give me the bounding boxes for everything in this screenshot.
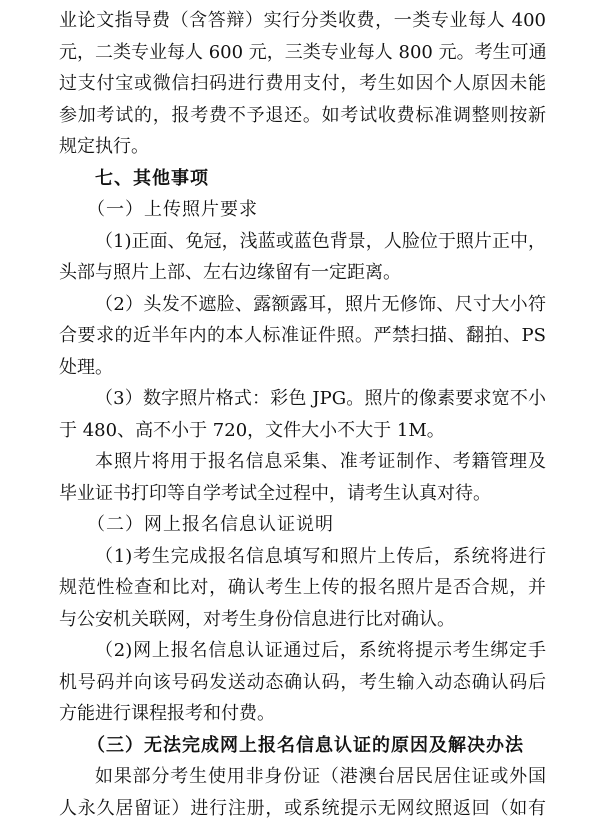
subsection-heading: （一）上传照片要求	[87, 199, 258, 220]
body-line: （3）数字照片格式：彩色 JPG。照片的像素要求宽不小	[95, 388, 546, 409]
body-line: （2)网上报名信息认证通过后，系统将提示考生绑定手	[95, 640, 546, 661]
subsection-heading: （三）无法完成网上报名信息认证的原因及解决办法	[87, 734, 524, 756]
body-line: 合要求的近半年内的本人标准证件照。严禁扫描、翻拍、PS	[59, 325, 546, 346]
body-line: 于 480、高不小于 720，文件大小不大于 1M。	[59, 419, 445, 441]
body-line: 方能进行课程报考和付费。	[59, 703, 275, 724]
body-line: 头部与照片上部、左右边缘留有一定距离。	[59, 262, 401, 283]
body-line: 机号码并向该号码发送动态确认码，考生输入动态确认码后	[59, 671, 546, 693]
body-line: 参加考试的，报考费不予退还。如考试收费标准调整则按新	[59, 104, 546, 126]
body-line: 过支付宝或微信扫码进行费用支付，考生如因个人原因未能	[59, 73, 546, 94]
subsection-heading: （二）网上报名信息认证说明	[87, 514, 334, 535]
body-line: （1)考生完成报名信息填写和照片上传后，系统将进行	[95, 545, 546, 567]
body-line: 规定执行。	[59, 136, 149, 157]
body-line: 规范性检查和比对，确认考生上传的报名照片是否合规，并	[59, 577, 546, 598]
body-line: 如果部分考生使用非身份证（港澳台居民居住证或外国	[95, 766, 546, 787]
body-line: 人永久居留证）进行注册，或系统提示无网纹照返回（如有	[59, 797, 546, 819]
body-line: 元，二类专业每人 600 元，三类专业每人 800 元。考生可通	[59, 41, 547, 63]
section-heading: 七、其他事项	[95, 167, 209, 189]
body-line: （2）头发不遮脸、露额露耳，照片无修饰、尺寸大小符	[95, 293, 546, 315]
body-line: （1)正面、免冠，浅蓝或蓝色背景，人脸位于照片正中，	[95, 230, 546, 252]
body-line: 处理。	[59, 356, 113, 378]
body-line: 业论文指导费（含答辩）实行分类收费，一类专业每人 400	[59, 10, 546, 31]
body-line: 本照片将用于报名信息采集、准考证制作、考籍管理及	[95, 451, 546, 472]
body-line: 毕业证书打印等自学考试全过程中，请考生认真对待。	[59, 482, 491, 504]
body-line: 与公安机关联网，对考生身份信息进行比对确认。	[59, 608, 455, 630]
